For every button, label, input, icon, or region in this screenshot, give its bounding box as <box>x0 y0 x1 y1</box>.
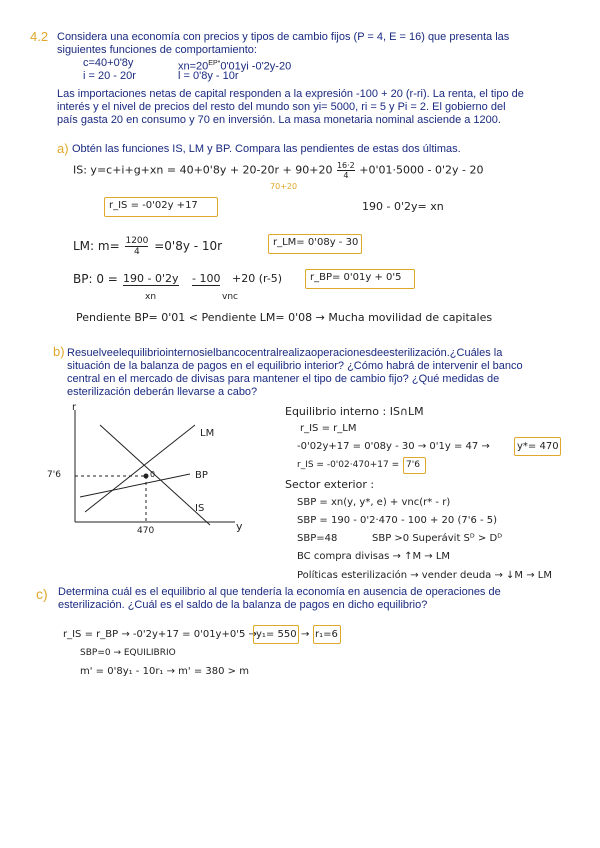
bp-label: BP: 0 = <box>73 272 118 286</box>
note-sbp-value: SBP=48 <box>297 533 338 544</box>
net-exports-result: 190 - 0'2y= xn <box>362 200 444 213</box>
note-internal-equilibrium: Equilibrio interno : IS∩LM <box>285 405 424 418</box>
slope-comparison: Pendiente BP= 0'01 < Pendiente LM= 0'08 → Mucha movilidad de capitales <box>76 311 493 324</box>
government-spending-note: 70+20 <box>270 182 298 191</box>
note-ris-equals-rlm: r_IS = r_LM <box>300 423 357 434</box>
part-a-label: a) <box>57 141 69 156</box>
note-external-sector: Sector exterior : <box>285 478 375 491</box>
problem-text-line-2: interés y el nivel de precios del resto del mundo son yi= 5000, ri = 5 y Pi = 2. El gobierno del <box>57 101 506 113</box>
graph-r-label: r <box>72 402 77 413</box>
part-c-label: c) <box>36 586 48 602</box>
lm-curve <box>85 425 195 512</box>
bp-interest-term: +20 (r-5) <box>232 272 283 285</box>
problem-text-line-3: país gasta 20 en consumo y 70 en inversión. La masa monetaria nominal asciende a 1200. <box>57 114 501 126</box>
equation-net-exports: $xn=20^{EP*}0'01yi$ -0'2y-20 <box>178 60 292 73</box>
part-b-label: b) <box>53 344 65 359</box>
note-bc-buys-currency: BC compra divisas → ↑M → LM <box>297 551 451 562</box>
is-derivation: IS: y=c+i+g+xn = 40+0'8y + 20-20r + 90+20 $\frac{16\cdot 2}{4}$ +0'01·5000 - 0'2y - 20 <box>73 161 484 180</box>
problem-intro-line-1: Considera una economía con precios y tipos de cambio fijos (P = 4, E = 16) que presenta las <box>57 31 510 43</box>
note-solve-r: r_IS = -0'02·470+17 = <box>297 460 400 470</box>
part-c-question-line-1: Determina cuál es el equilibrio al que tendería la economía en ausencia de operaciones de <box>58 586 501 598</box>
part-b-question-line-2: situación de la balanza de pagos en el equilibrio interior? ¿Cómo habrá de intervenir el banco <box>67 360 523 372</box>
r-lm-result: r_LM= 0'08y - 30 <box>273 237 359 248</box>
r1-result: r₁=6 <box>315 629 338 640</box>
bp-capital-term: - 100 <box>192 272 221 285</box>
graph-y-label: y <box>236 520 243 533</box>
graph-y-value: 470 <box>137 526 155 536</box>
problem-number: 4.2 <box>30 29 49 44</box>
part-b-question-line-3: central en el mercado de divisas para mantener el tipo de cambio fijo? ¿Qué medidas de <box>67 373 500 385</box>
r-is-result: r_IS = -0'02y +17 <box>109 200 198 211</box>
graph-r-value: 7'6 <box>47 470 61 480</box>
part-c-equilibrium: SBP=0 → EQUILIBRIO <box>80 648 176 658</box>
r-star-result: 7'6 <box>406 460 420 470</box>
note-sbp-function: SBP = xn(y, y*, e) + vnc(r* - r) <box>297 497 451 508</box>
bp-xn-label: xn <box>145 292 157 302</box>
y-star-result: y*= 470 <box>517 441 559 452</box>
problem-intro-line-2: siguientes funciones de comportamiento: <box>57 44 257 56</box>
equation-money-demand: l = 0'8y - 10r <box>178 70 239 82</box>
note-surplus: SBP >0 Superávit Sᴰ > Dᴰ <box>372 533 503 544</box>
part-c-question-line-2: esterilización. ¿Cuál es el saldo de la balanza de pagos en dicho equilibrio? <box>58 599 428 611</box>
part-a-question: Obtén las funciones IS, LM y BP. Compara las pendientes de estas dos últimas. <box>72 143 461 155</box>
note-sbp-substitution: SBP = 190 - 0'2·470 - 100 + 20 (7'6 - 5) <box>297 515 498 526</box>
lm-derivation: LM: m= $\frac{1200}{4}$ =0'8y - 10r <box>73 236 223 257</box>
arrow-to-r1: → <box>301 629 310 640</box>
part-b-question-line-1: Resuelveelequilibriointernosielbancocentralrealizaoperacionesdeesterilización.¿Cuáles la <box>67 347 503 359</box>
bp-graph-label: BP <box>195 470 208 481</box>
bp-xn-term: 190 - 0'2y <box>123 272 179 285</box>
part-c-money: m' = 0'8y₁ - 10r₁ → m' = 380 > m <box>80 666 249 677</box>
equation-consumption: c=40+0'8y <box>83 57 134 69</box>
note-solve-y: -0'02y+17 = 0'08y - 30 → 0'1y = 47 → <box>297 441 490 452</box>
y1-result: y₁= 550 <box>256 629 297 640</box>
equilibrium-point <box>144 474 149 479</box>
lm-label: LM <box>200 428 215 439</box>
equation-investment: i = 20 - 20r <box>83 70 136 82</box>
bp-vnc-label: vnc <box>222 292 238 302</box>
note-sterilization: Políticas esterilización → vender deuda → ↓M → LM <box>297 570 552 581</box>
is-label: IS <box>195 503 205 514</box>
bp-curve <box>80 474 190 497</box>
part-b-question-line-4: esterilización deberán llevarse a cabo? <box>67 386 258 398</box>
r-bp-result: r_BP= 0'01y + 0'5 <box>310 272 402 283</box>
graph-origin-mark: 0 <box>150 470 156 479</box>
problem-text-line-1: Las importaciones netas de capital responden a la expresión -100 + 20 (r-ri). La renta, el tipo de <box>57 88 524 100</box>
part-c-equation: r_IS = r_BP → -0'2y+17 = 0'01y+0'5 → <box>63 629 257 640</box>
